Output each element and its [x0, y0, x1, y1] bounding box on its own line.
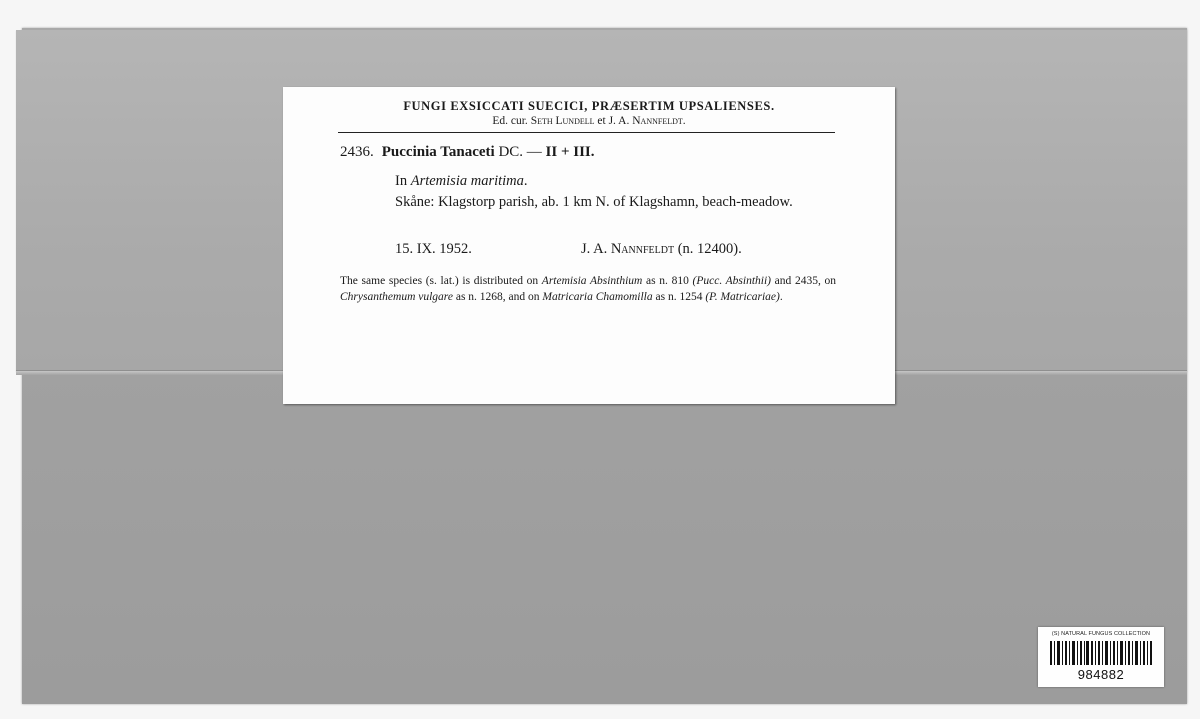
editors-connector: et J. A. — [594, 115, 633, 127]
note-text: . — [779, 290, 783, 303]
editors-suffix: . — [682, 115, 686, 127]
series-title: FUNGI EXSICCATI SUECICI, PRÆSERTIM UPSALIENSES. — [403, 99, 775, 113]
series-editors — [283, 114, 895, 128]
note-host-matricaria: Matricaria Chamomilla — [542, 290, 653, 303]
note-text: as n. 810 — [642, 275, 693, 287]
distribution-note — [340, 274, 836, 305]
collection-date: 15. IX. 1952. — [395, 241, 472, 257]
collector-initials: J. A. — [581, 241, 611, 257]
editor-nannfeldt: Nannfeldt — [632, 115, 683, 127]
specimen-label — [283, 87, 895, 404]
note-text: as n. 1268, and on — [452, 290, 543, 303]
note-host-absinthium: Artemisia Absinthium — [541, 275, 643, 287]
species-line — [340, 144, 595, 161]
barcode-institution: (S) NATURAL FUNGUS COLLECTION — [1051, 631, 1151, 637]
note-host-chrysanthemum: Chrysanthemum vulgare — [340, 290, 453, 303]
barcode-bars-icon — [1050, 641, 1152, 665]
host-name: Artemisia maritima — [410, 173, 524, 189]
host-prefix: In — [395, 173, 411, 189]
editor-lundell: Seth Lundell — [530, 115, 595, 127]
editors-prefix: Ed. cur. — [492, 115, 531, 127]
note-text: and 2435, on — [771, 275, 836, 287]
collector-line — [581, 241, 742, 258]
species-name: Puccinia Tanaceti — [381, 144, 495, 160]
host-line — [395, 173, 528, 190]
exsiccata-number: 2436. — [340, 144, 374, 160]
note-synonym-absinthii: (Pucc. Absinthii) — [692, 275, 772, 287]
barcode-number: 984882 — [1077, 667, 1125, 682]
note-text: The same species (s. lat.) is distributed on — [340, 275, 542, 287]
label-header — [283, 99, 895, 128]
note-text: as n. 1254 — [652, 290, 706, 303]
barcode-sticker — [1038, 627, 1164, 687]
host-suffix: . — [523, 173, 528, 189]
spore-stages: II + III. — [545, 144, 595, 160]
collector-number: (n. 12400). — [674, 241, 742, 257]
locality-text: Skåne: Klagstorp parish, ab. 1 km N. of Klagshamn, beach-meadow. — [395, 194, 793, 210]
note-synonym-matricariae: (P. Matricariae) — [705, 290, 780, 303]
species-author: DC. — — [494, 144, 546, 160]
collector-name: Nannfeldt — [610, 241, 675, 257]
header-rule — [338, 132, 835, 133]
